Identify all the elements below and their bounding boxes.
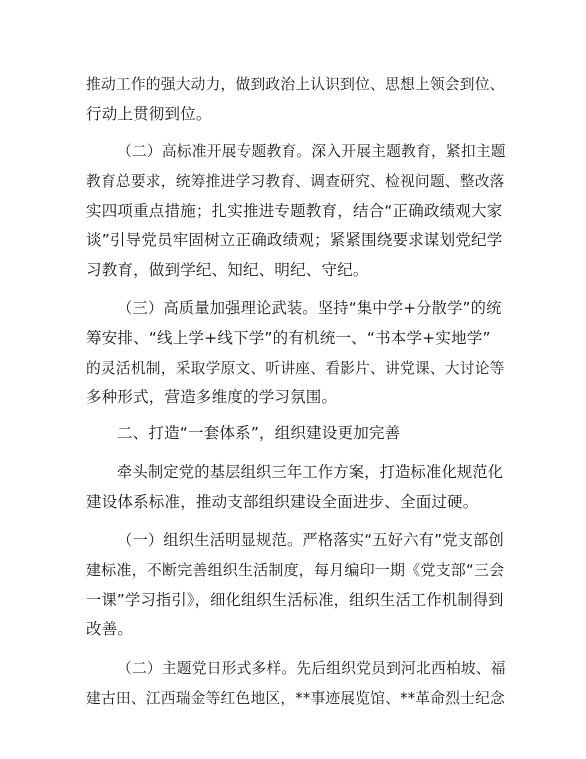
text-line: 一课”学习指引》，细化组织生活标准，组织生活工作机制得到: [86, 590, 504, 609]
text-line: （一）组织生活明显规范。严格落实“五好六有”党支部创: [117, 531, 505, 549]
paragraph-continuation: [86, 70, 506, 130]
text-line: 改善。: [86, 620, 134, 639]
text-line: 行动上贯彻到位。: [86, 104, 212, 123]
text-line: 实四项重点措施；扎实推进专题教育，结合“正确政绩观大家: [86, 201, 503, 220]
text-line: 习教育，做到学纪、知纪、明纪、守纪。: [86, 261, 369, 280]
text-line: 的灵活机制，采取学原文、听讲座、看影片、讲党课、大讨论等: [86, 359, 505, 377]
text-line: 筹安排、“线上学+线下学”的有机统一、“书本学+实地学”: [86, 328, 491, 347]
text-line: 推动工作的强大动力，做到政治上认识到位、思想上领会到位、: [86, 76, 505, 93]
paragraph-org-life: [86, 526, 506, 645]
text-line: （二）高标准开展专题教育。深入开展主题教育，紧扣主题: [117, 143, 506, 160]
text-line: 二、打造“一套体系”，组织建设更加完善: [117, 424, 401, 442]
text-line: （二）主题党日形式多样。先后组织党员到河北西柏坡、福: [117, 660, 506, 677]
text-line: （三）高质量加强理论武装。坚持“集中学+分散学”的统: [117, 299, 502, 317]
text-line: 建设体系标准，推动支部组织建设全面进步、全面过硬。: [86, 492, 479, 511]
paragraph-party-day: [86, 654, 506, 714]
paragraph-org-plan: [86, 458, 506, 518]
text-line: 建标准，不断完善组织生活制度，每月编印一期《党支部“三会: [86, 560, 505, 579]
section-heading: [86, 419, 506, 449]
text-line: 牵头制定党的基层组织三年工作方案，打造标准化规范化: [117, 463, 504, 481]
paragraph-special-education: [86, 137, 506, 286]
text-line: 教育总要求，统筹推进学习教育、调查研究、检视问题、整改落: [86, 172, 505, 190]
text-line: 谈”引导党员牢固树立正确政绩观；紧紧围绕要求谋划党纪学: [86, 231, 503, 250]
text-line: 多种形式，营造多维度的学习氛围。: [86, 388, 338, 407]
text-line: 建古田、江西瑞金等红色地区，**事迹展览馆、**革命烈士纪念: [86, 689, 505, 707]
paragraph-theory-study: [86, 294, 506, 413]
